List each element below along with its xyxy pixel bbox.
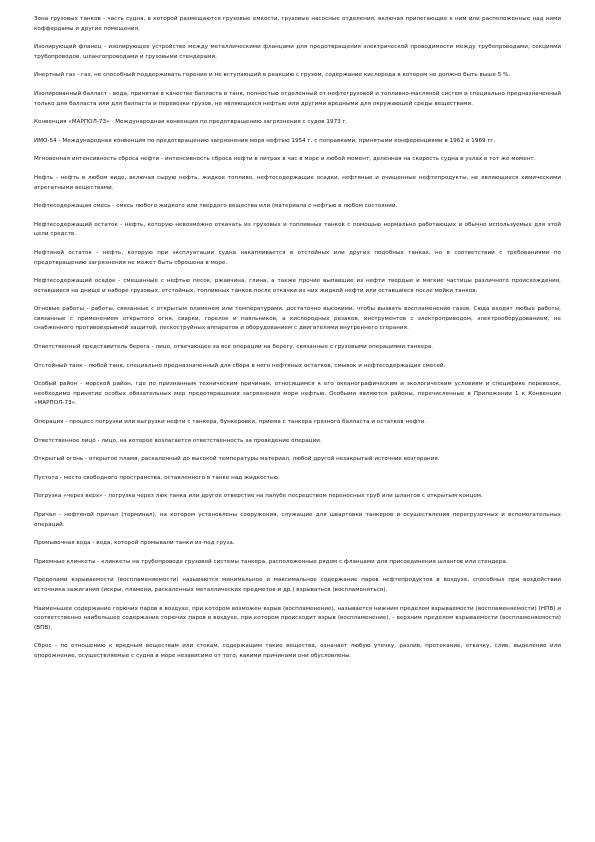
definition-paragraph: Нефтесодержащая смесь - смесь любого жидкого или твердого вещества или (материала с нефтью в любом состоянии. xyxy=(34,203,398,210)
definition-paragraph: Нефтесодержащий остаток - нефть, которую невозможно откачать из грузовых и топливных танков с помощью нормально работающих и обычно используемых для этой цели средств. xyxy=(34,221,561,238)
definition-paragraph: Ответственное лицо - лицо, на которое возлагается ответственность за проведение операции. xyxy=(34,437,322,444)
definition-paragraph: Сброс - по отношению к вредным веществам или стокам, содержащим такие вещества, означает любую утечку, разлив, протекание, откачку, слив, выделение или опорожнение, осуществляемые с судна в море независимо от того, какими причинами они обусловлены. xyxy=(34,643,561,659)
definition-paragraph: Нефтяной остаток - нефть, которую при эксплуатации судна накапливается в отстойных или других подобных танках, но в соответствии с требованиями по предотвращению загрязнения не может быть сброшена в море. xyxy=(34,249,561,266)
definition-paragraph: Мгновенная интенсивность сброса нефти - интенсивность сброса нефти в литрах в час в море в любой момент, деленная на скорость судна в узлах в тот же момент. xyxy=(34,156,536,163)
definition-paragraph: Наименьшее содержание горючих паров в воздухе, при котором возможен взрыв (воспламенение), называется нижним пределом взрываемости (воспламеняемости) (НПВ) и соответственно наибольшее содержание горючих паров в воздухе, при котором происходит взрыв (воспламенение), - верхним пределом взрываемости (воспламеняемости) (ВПВ). xyxy=(34,605,561,631)
definition-paragraph: Ответственный представитель берега - лицо, отвечающее за все операции на берегу, связанные с грузовыми операциями танкера. xyxy=(34,344,434,351)
definition-paragraph: Особый район - морской район, где по признанным техническим причинам, относящимся к его океанографическим и экологическим условиям и специфике перевозок, необходимо принятие особых обязательных мер предотвращения загрязнения моря нефтью. Особыми являются районы, перечисленные в Приложении 1 к Конвенции «МАРПОЛ-73». xyxy=(34,381,561,407)
definition-paragraph: ИМО-54 - Международная конвенция по предотвращению загрязнения моря нефтью 1954 г. с поправками, принятыми конференциями в 1962 и 1969 гг. xyxy=(34,137,496,144)
definition-paragraph: Промывочная вода - вода, которой промывали танки из-под груза. xyxy=(34,540,235,547)
definition-paragraph: Причал - нефтяной причал (терминал), на котором установлены сооружения, служащие для швартовки танкеров и осуществления перегрузочных и вспомогательных операций. xyxy=(34,512,561,528)
definition-paragraph: Инертный газ - газ, не способный поддерживать горение и не вступающий в реакцию с грузом, содержание кислорода в котором не должно быть выше 5 %. xyxy=(34,72,511,79)
definition-paragraph: Нефтесодержащий осадок - смешанные с нефтью песок, ржавчина, глина, а также прочие выпавшие из нефти твердые и мягкие частицы различного происхождения, оставшиеся на днище и наборе грузовых, отстойных, топливных танков после откачки из них жидкой нефти или оставшиеся после мойки танков. xyxy=(34,278,561,294)
definition-paragraph: Открытый огонь - открытое пламя, раскаленный до высокой температуры материал, любой другой незакрытый источник возгорания. xyxy=(34,456,440,463)
definition-paragraph: Зона грузовых танков - часть судна, в которой размещаются грузовые емкости, грузовые насосные отделения, включая прилегающие к ним или расположенные над ними коффердамы и другие помещения. xyxy=(34,16,561,32)
definition-paragraph: Изолирующий фланец - изолирующее устройство между металлическими фланцами для предотвращения электрической проводимости между трубопроводами, секциями трубопроводов, шлангопроводами и грузовыми стендерами. xyxy=(34,44,561,60)
definition-paragraph: Пустота - место свободного пространства, оставленного в танке над жидкостью. xyxy=(34,474,280,481)
definition-paragraph: Операция - процесс погрузки или выгрузки нефти с танкера, бункеровки, приема с танкера грязного балласта и остатков нефти. xyxy=(34,419,427,426)
definition-paragraph: Отстойный танк - любой танк, специально предназначенный для сбора в него нефтяных остатков, смывок и нефтесодержащих смесей. xyxy=(34,362,446,369)
definition-paragraph: Погрузка «через верх» - погрузка через люк танка или другое отверстие на палубе посредством переносных труб или шлангов с открытым концом. xyxy=(34,493,483,500)
definition-paragraph: Огневые работы - работы, связанные с открытым пламенем или температурами, достаточно высокими, чтобы вызвать воспламенение газов. Сюда входят любые работы, связанные с применением открытого огня, сварки, горелок и паяльников, а кислородных резаков, инструментов с электроприводом, электрооборудованием, не снабженного противовзрывной защитой, пескоструйных аппаратов и оборудованием с двигателями внутреннего сгорания. xyxy=(34,306,561,332)
definition-paragraph: Изолированный балласт - вода, принятая в качестве балласта в танк, полностью отделенный от нефтегрузовой и топливно-масляной систем и специально предназначенный только для балласта или для балласта и перевозки грузов, не являющихся нефтью или другими вредными для окружающей среды веществами. xyxy=(34,90,561,107)
definition-paragraph: Нефть - нефть в любом виде, включая сырую нефть, жидкое топливо, нефтесодержащие осадки, нефтяные и очищенные нефтепродукты, не являющиеся химическими агрегатными веществами. xyxy=(34,174,561,191)
definition-paragraph: Конвенция «МАРПОЛ-73» - Международная конвенция по предотвращению загрязнения с судов 1973 г. xyxy=(34,119,348,126)
definition-paragraph: Пределами взрываемости (воспламеняемости) называются минимальное и максимальное содержание паров нефтепродуктов в воздухе, способных при воздействии источника зажигания (искры, пламени, раскаленных металлических предметов и др.) взрываться (воспламеняться). xyxy=(34,577,561,593)
definition-paragraph: Приемные клинкеты - клинкеты на трубопроводе грузовой системы танкера, расположенные рядом с фланцами для присоединения шлангов или стендера. xyxy=(34,558,508,565)
